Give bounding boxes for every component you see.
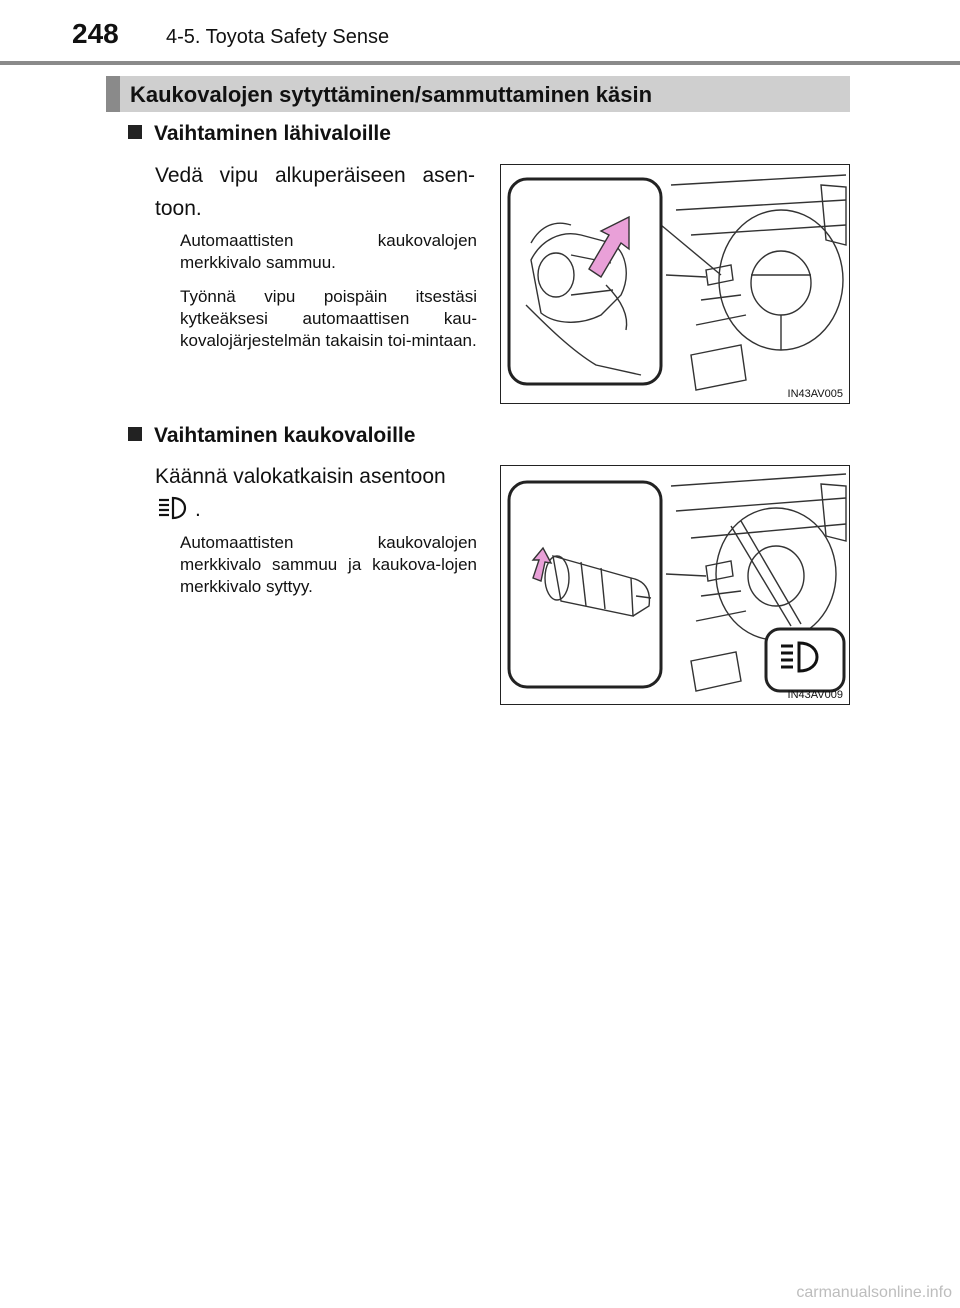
lever-pull-illustration [501, 165, 850, 404]
note-reactivate-auto: Työnnä vipu poispäin itsestäsi kytkeäksesi automaattisen kau-kovalojärjestelmän takaisin toi-mintaan. [180, 287, 477, 350]
page-number: 248 [72, 18, 119, 49]
heading-label: Vaihtaminen lähivaloille [154, 122, 391, 145]
callout-frame [509, 179, 661, 384]
instruction-end: . [195, 498, 201, 521]
header-rule [0, 61, 960, 65]
section-path: 4-5. Toyota Safety Sense [166, 26, 390, 48]
note-high-beam-indicator: Automaattisten kaukovalojen merkkivalo sammuu ja kaukova-lojen merkkivalo syttyy. [180, 533, 477, 596]
figure-code: IN43AV005 [787, 388, 843, 400]
heading-high-beam [128, 424, 415, 448]
section-title-bar [106, 76, 850, 112]
watermark: carmanualsonline.info [796, 1284, 952, 1301]
figure-low-beam [500, 164, 850, 404]
heading-label: Vaihtaminen kaukovaloille [154, 424, 416, 447]
instruction-low-beam: Vedä vipu alkuperäiseen asen-toon. [155, 164, 475, 220]
callout-frame [509, 482, 661, 687]
high-beam-callout-box [766, 629, 844, 691]
figure-high-beam [500, 465, 850, 705]
section-title: Kaukovalojen sytyttäminen/sammuttaminen käsin [130, 82, 653, 107]
lever-switch-illustration [501, 466, 850, 705]
figure-code: IN43AV009 [787, 689, 843, 701]
square-bullet-icon [128, 427, 142, 441]
instruction-high-beam [155, 460, 475, 526]
square-bullet-icon [128, 125, 142, 139]
high-beam-icon [155, 496, 195, 520]
heading-low-beam [128, 122, 391, 146]
instruction-text: Käännä valokatkaisin asentoon [155, 465, 446, 488]
note-indicator-off: Automaattisten kaukovalojen merkkivalo sammuu. [180, 231, 477, 272]
